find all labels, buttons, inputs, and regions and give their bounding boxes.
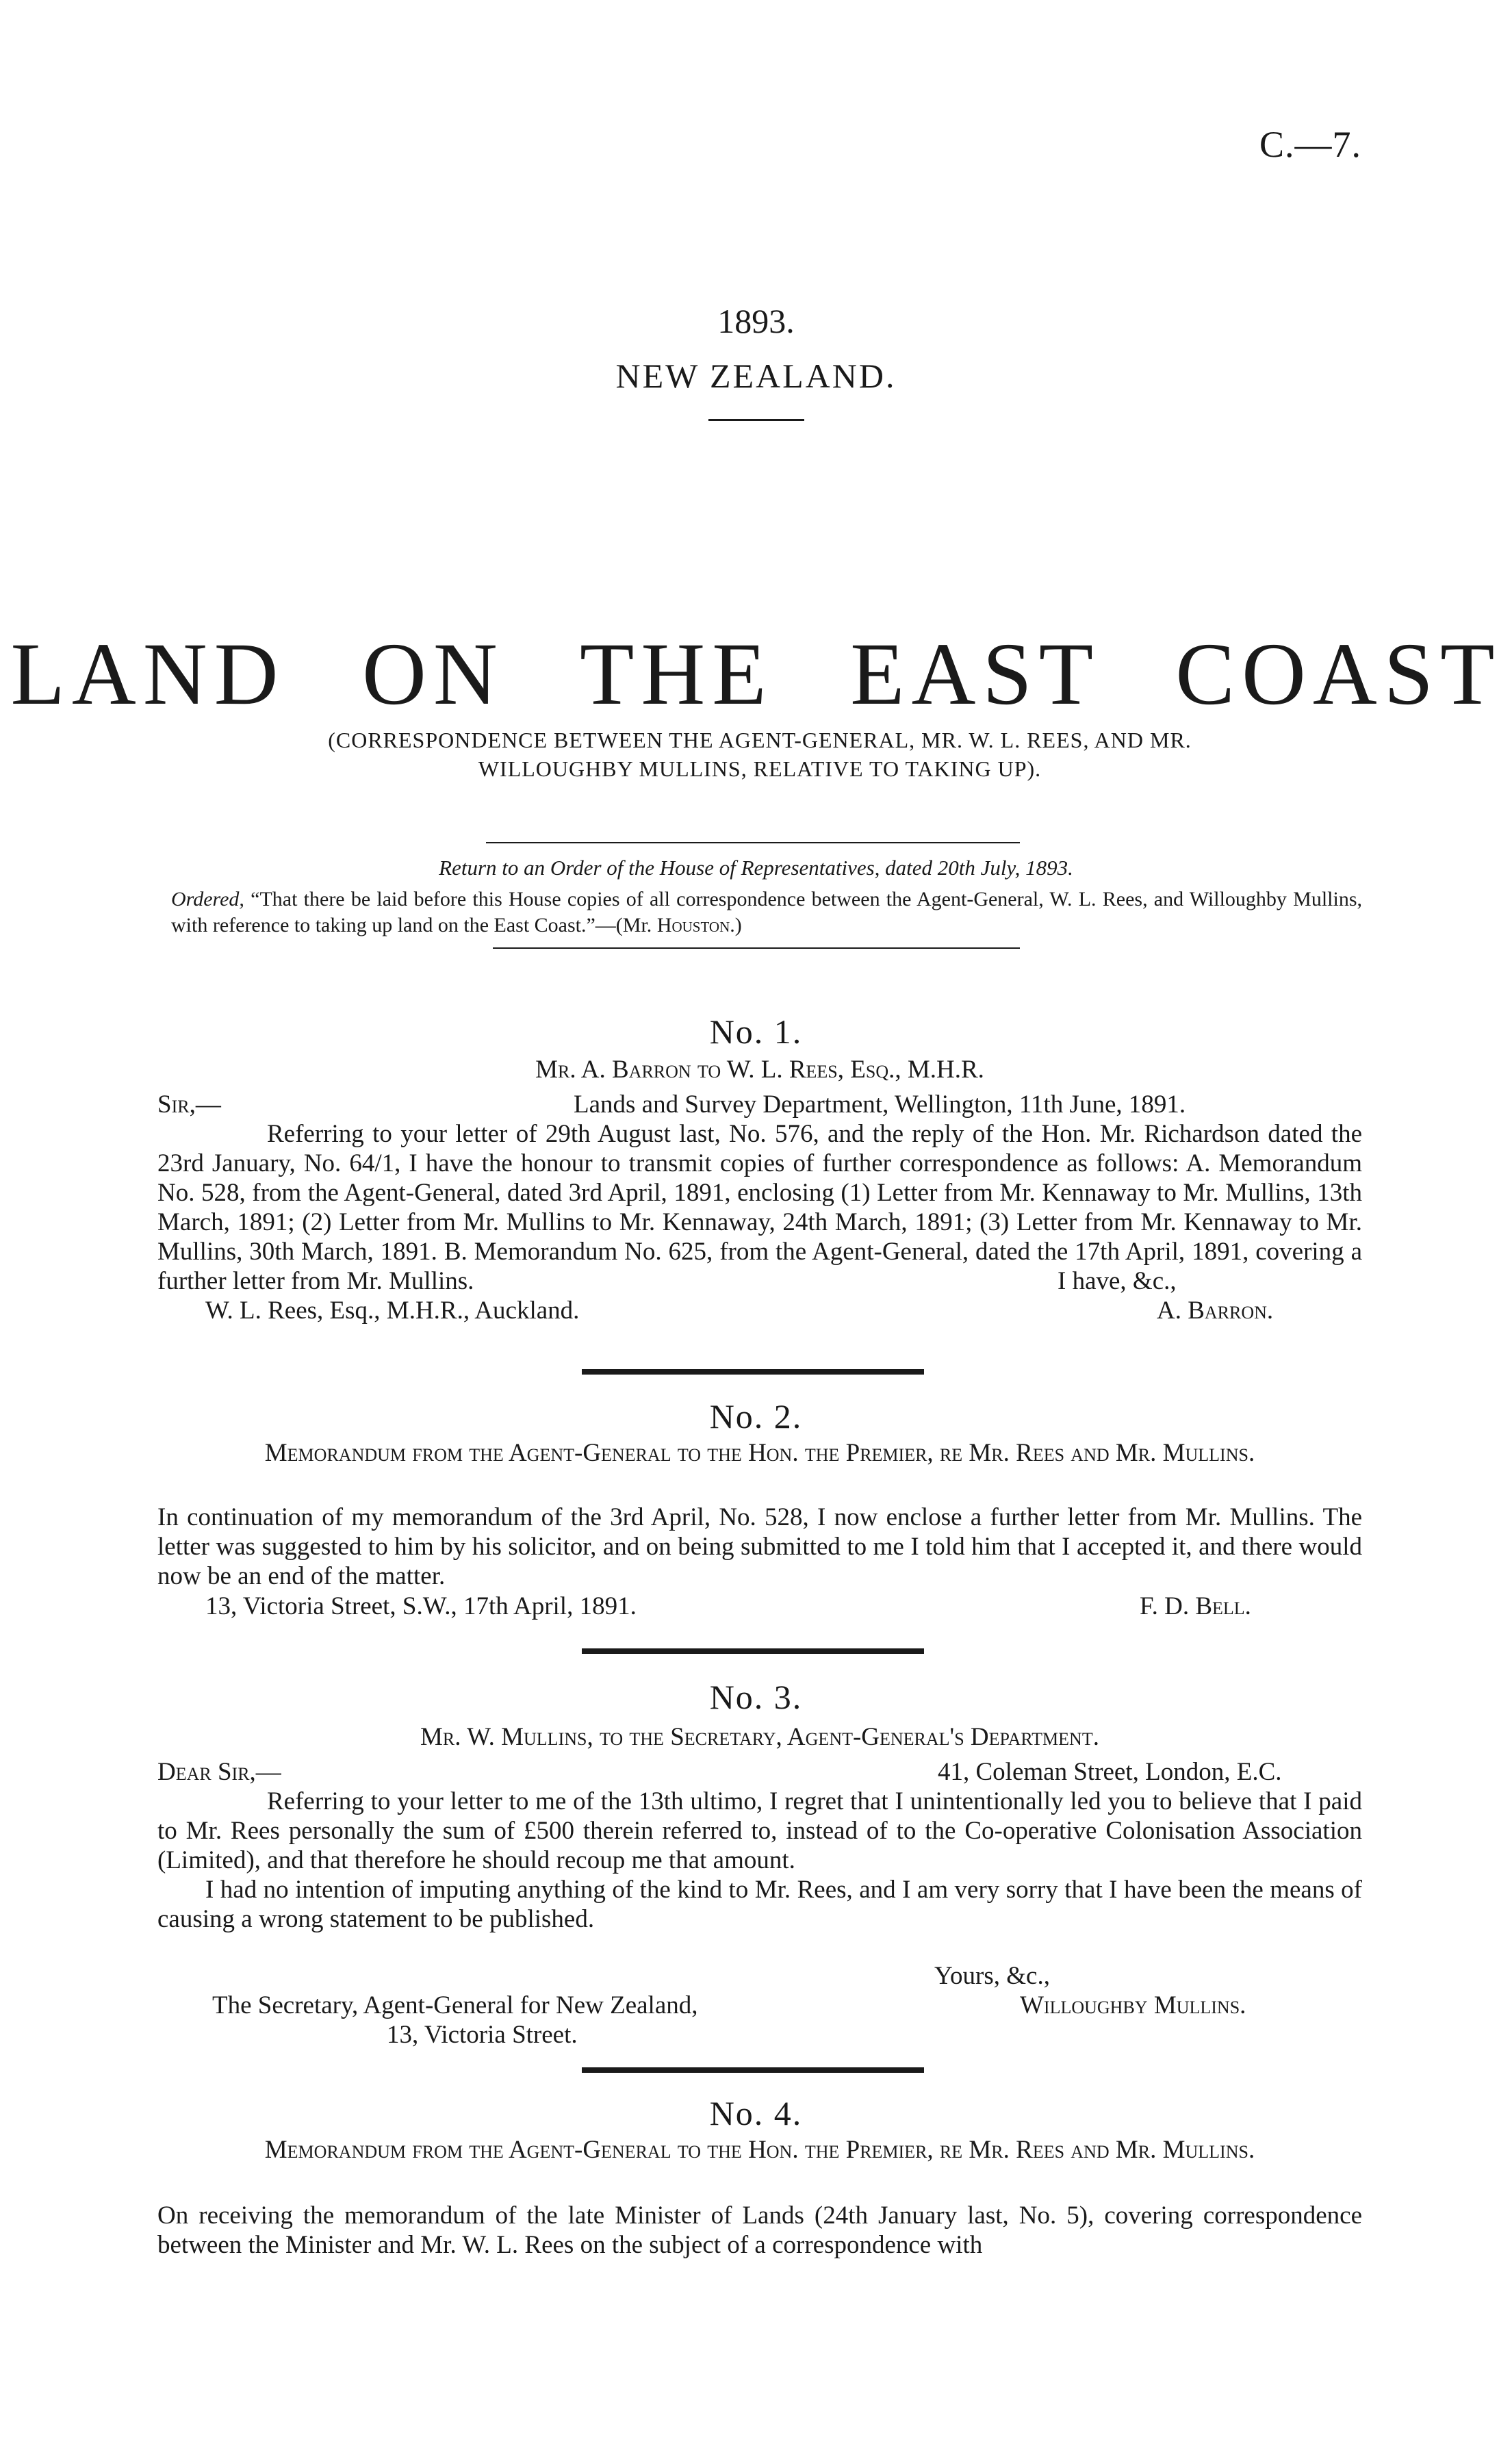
letter-3-recipient-address: 13, Victoria Street.: [387, 2021, 578, 2049]
document-country: NEW ZEALAND.: [615, 357, 897, 395]
letter-1-divider: [582, 1369, 924, 1375]
letter-2-place-date: 13, Victoria Street, S.W., 17th April, 1891.: [205, 1592, 637, 1620]
ordered-text: “That there be laid before this House copies of all correspondence between the Agent-General, W. L. Rees, and Willoughby Mullins, with reference to taking up land on the East Coast.”—(Mr.: [171, 888, 1363, 936]
letter-1-recipient: W. L. Rees, Esq., M.H.R., Auckland.: [205, 1297, 580, 1325]
letter-3-body-text-2: I had no intention of imputing anything of the kind to Mr. Rees, and I am very sorry that I have been the means of causing a wrong statement to be published.: [157, 1876, 1362, 1933]
letter-3-heading: Mr. W. Mullins, to the Secretary, Agent-General's Department.: [420, 1723, 1099, 1751]
letter-1-heading: Mr. A. Barron to W. L. Rees, Esq., M.H.R.: [535, 1056, 984, 1084]
letter-1-number: No. 1.: [709, 1012, 803, 1051]
ordered-label: Ordered,: [171, 888, 244, 910]
letter-1-body: [157, 1119, 1362, 1296]
order-bottom-rule: [493, 947, 1020, 949]
letter-4-body-text: On receiving the memorandum of the late Minister of Lands (24th January last, No. 5), covering correspondence between the Minister and Mr. W. L. Rees on the subject of a correspondence with: [157, 2202, 1362, 2259]
document-year: 1893.: [717, 302, 795, 340]
letter-2-divider: [582, 1648, 924, 1654]
letter-3-recipient: The Secretary, Agent-General for New Zealand,: [212, 1991, 698, 2019]
letter-1-address: Lands and Survey Department, Wellington, 11th June, 1891.: [574, 1090, 1186, 1119]
letter-3-salutation: Dear Sir,—: [157, 1758, 281, 1786]
letter-2-number: No. 2.: [709, 1397, 803, 1435]
letter-1-signature: A. Barron.: [1157, 1297, 1274, 1325]
letter-2-body: [157, 1503, 1362, 1591]
letter-3-number: No. 3.: [709, 1678, 803, 1716]
header-divider: [708, 419, 804, 421]
letter-2-heading: Memorandum from the Agent-General to the Hon. the Premier, re Mr. Rees and Mr. Mullins.: [264, 1439, 1255, 1467]
return-order-line: Return to an Order of the House of Representatives, dated 20th July, 1893.: [439, 856, 1073, 880]
order-top-rule: [486, 842, 1020, 843]
ordered-paragraph: [171, 886, 1362, 939]
letter-3-body-text: Referring to your letter to me of the 13th ultimo, I regret that I unintentionally led you to believe that I paid to Mr. Rees personally the sum of £500 therein referred to, instead of to the Co-operative Colonisation Association (Limited), and that therefore he should recoup me that amount.: [157, 1787, 1362, 1874]
page-reference: C.—7.: [1259, 124, 1361, 165]
letter-4-number: No. 4.: [709, 2094, 803, 2132]
letter-4-body: [157, 2201, 1362, 2260]
letter-1-salutation: Sir,—: [157, 1090, 221, 1119]
letter-3-address: 41, Coleman Street, London, E.C.: [938, 1758, 1282, 1786]
letter-3-body: [157, 1787, 1362, 1934]
letter-3-closing: Yours, &c.,: [934, 1962, 1050, 1990]
letter-2-body-text: In continuation of my memorandum of the 3rd April, No. 528, I now enclose a further letter from Mr. Mullins. The letter was suggested to him by his solicitor, and on being submitted to me I told him that I accepted it, and there would now be an end of the matter.: [157, 1503, 1362, 1590]
ordered-by: Houston.): [656, 914, 742, 936]
letter-3-signature: Willoughby Mullins.: [1020, 1991, 1246, 2019]
main-title: LAND ON THE EAST COAST: [10, 625, 1502, 724]
letter-3-divider: [582, 2067, 924, 2073]
letter-4-heading: Memorandum from the Agent-General to the Hon. the Premier, re Mr. Rees and Mr. Mullins.: [264, 2136, 1255, 2164]
letter-1-body-text: Referring to your letter of 29th August last, No. 576, and the reply of the Hon. Mr. Richardson dated the 23rd January, No. 64/1, I have the honour to transmit copies of further correspondence as follows: A. Memorandum No. 528, from the Agent-General, dated 3rd April, 1891, enclosing (1) Letter from Mr. Kennaway to Mr. Mullins, 13th March, 1891; (2) Letter from Mr. Mullins to Mr. Kennaway, 24th March, 1891; (3) Letter from Mr. Kennaway to Mr. Mullins, 30th March, 1891. B. Memorandum No. 625, from the Agent-General, dated the 17th April, 1891, covering a further letter from Mr. Mullins.: [157, 1120, 1362, 1295]
letter-2-signature: F. D. Bell.: [1140, 1592, 1251, 1620]
title-subtitle: (CORRESPONDENCE BETWEEN THE AGENT-GENERAL, MR. W. L. REES, AND MR. WILLOUGHBY MULLINS, RELATIVE TO TAKING UP).: [328, 728, 1192, 781]
letter-1-closing: I have, &c.,: [1058, 1267, 1177, 1295]
